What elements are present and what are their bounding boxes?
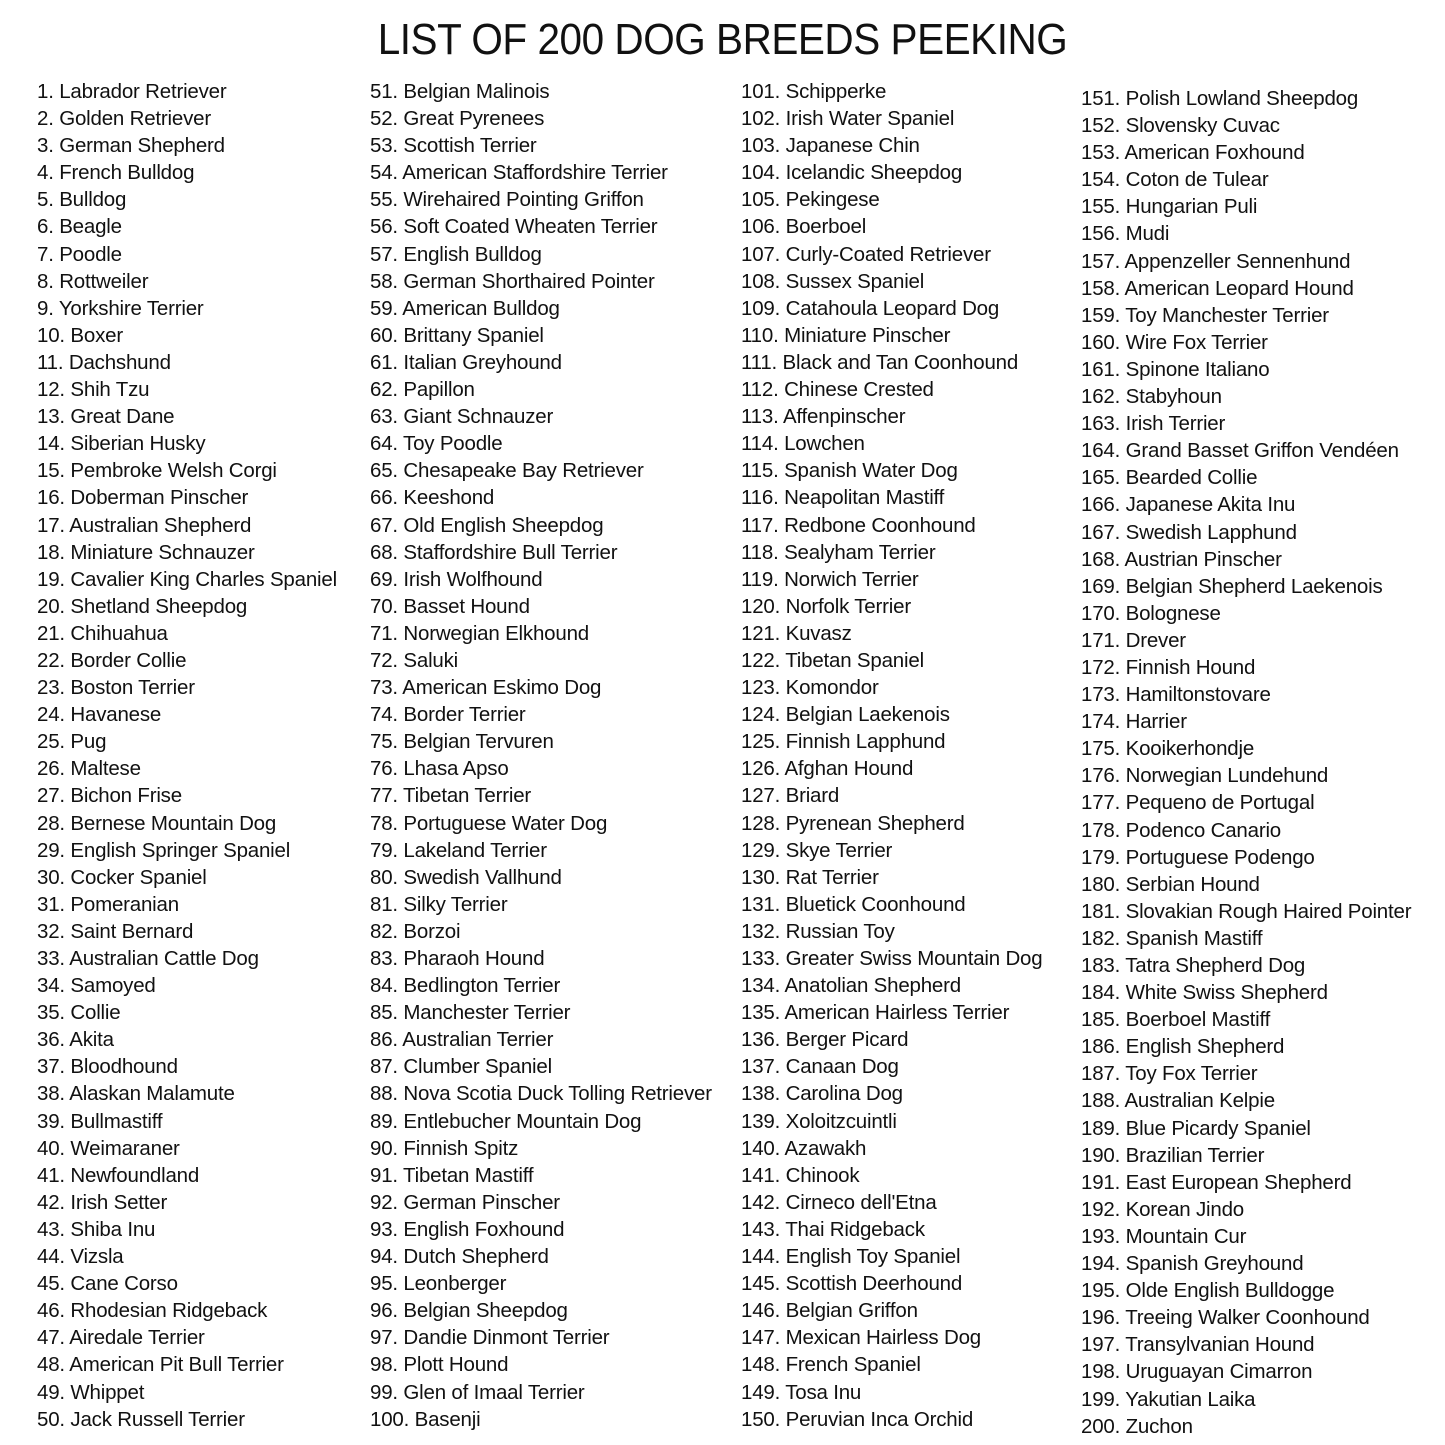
breed-list-item: 172. Finnish Hound — [1081, 655, 1256, 679]
breed-list-item: 14. Siberian Husky — [37, 432, 206, 456]
breed-list-item: 118. Sealyham Terrier — [741, 540, 936, 564]
breed-list-item: 25. Pug — [37, 730, 107, 754]
breed-list-item: 63. Giant Schnauzer — [370, 405, 554, 429]
breed-list-item: 197. Transylvanian Hound — [1081, 1333, 1315, 1357]
breed-list-item: 147. Mexican Hairless Dog — [741, 1326, 981, 1350]
breed-list-item: 43. Shiba Inu — [37, 1217, 156, 1241]
breed-list-item: 134. Anatolian Shepherd — [741, 974, 961, 998]
breed-list-item: 74. Border Terrier — [370, 703, 526, 727]
page-title: LIST OF 200 DOG BREEDS PEEKING — [377, 15, 1068, 64]
breed-list-item: 189. Blue Picardy Spaniel — [1081, 1116, 1311, 1140]
breed-list-item: 79. Lakeland Terrier — [370, 838, 547, 862]
breed-list-item: 117. Redbone Coonhound — [741, 513, 976, 537]
breed-list-item: 110. Miniature Pinscher — [741, 323, 951, 347]
breed-list-item: 89. Entlebucher Mountain Dog — [370, 1109, 642, 1133]
breed-list-item: 142. Cirneco dell'Etna — [741, 1190, 937, 1214]
breed-list-item: 135. American Hairless Terrier — [741, 1001, 1010, 1025]
breed-list-item: 168. Austrian Pinscher — [1081, 547, 1282, 571]
breed-list-item: 200. Zuchon — [1081, 1414, 1193, 1438]
breed-list-item: 1. Labrador Retriever — [37, 80, 227, 103]
breed-list-item: 64. Toy Poodle — [370, 432, 503, 456]
breed-list-item: 81. Silky Terrier — [370, 892, 508, 916]
breed-list-item: 55. Wirehaired Pointing Griffon — [370, 188, 644, 212]
breed-list-item: 187. Toy Fox Terrier — [1081, 1062, 1258, 1086]
breed-list-item: 113. Affenpinscher — [741, 405, 906, 429]
breed-list-item: 41. Newfoundland — [37, 1163, 200, 1187]
breed-list-item: 182. Spanish Mastiff — [1081, 926, 1263, 950]
breed-list-item: 146. Belgian Griffon — [741, 1299, 918, 1323]
breed-column-3 — [741, 78, 1042, 1433]
breed-list-item: 108. Sussex Spaniel — [741, 269, 925, 293]
breed-list-item: 193. Mountain Cur — [1081, 1224, 1247, 1248]
breed-list-item: 49. Whippet — [37, 1380, 145, 1404]
breed-list-item: 116. Neapolitan Mastiff — [741, 486, 945, 510]
breed-list-item: 144. English Toy Spaniel — [741, 1245, 961, 1269]
breed-list-item: 7. Poodle — [37, 242, 122, 266]
breed-list-item: 51. Belgian Malinois — [370, 80, 550, 103]
breed-list-item: 53. Scottish Terrier — [370, 134, 537, 158]
breed-list-item: 50. Jack Russell Terrier — [37, 1407, 245, 1431]
breed-list-item: 76. Lhasa Apso — [370, 757, 509, 781]
breed-list-item: 160. Wire Fox Terrier — [1081, 330, 1268, 354]
breed-list-item: 37. Bloodhound — [37, 1055, 178, 1079]
breed-list-item: 96. Belgian Sheepdog — [370, 1299, 568, 1323]
breed-list-item: 67. Old English Sheepdog — [370, 513, 604, 537]
breed-list-item: 15. Pembroke Welsh Corgi — [37, 459, 277, 483]
breed-list-item: 82. Borzoi — [370, 919, 461, 943]
breed-list-item: 138. Carolina Dog — [741, 1082, 903, 1106]
breed-list-item: 18. Miniature Schnauzer — [37, 540, 255, 564]
breed-list-item: 85. Manchester Terrier — [370, 1001, 571, 1025]
breed-column-1 — [37, 78, 337, 1433]
breed-list-item: 38. Alaskan Malamute — [37, 1082, 235, 1106]
breed-list-item: 101. Schipperke — [741, 80, 887, 103]
breed-list-item: 34. Samoyed — [37, 974, 156, 998]
breed-list-item: 192. Korean Jindo — [1081, 1197, 1245, 1221]
breed-list-item: 66. Keeshond — [370, 486, 495, 510]
breed-list-item: 123. Komondor — [741, 676, 879, 700]
breed-list-item: 175. Kooikerhondje — [1081, 737, 1255, 761]
breed-list-item: 86. Australian Terrier — [370, 1028, 554, 1052]
breed-list-item: 152. Slovensky Cuvac — [1081, 114, 1280, 138]
breed-list-item: 196. Treeing Walker Coonhound — [1081, 1306, 1370, 1330]
breed-list-item: 56. Soft Coated Wheaten Terrier — [370, 215, 658, 239]
breed-list-item: 145. Scottish Deerhound — [741, 1272, 963, 1296]
breed-list-item: 5. Bulldog — [37, 188, 127, 212]
breed-list-item: 173. Hamiltonstovare — [1081, 683, 1271, 707]
breed-list-item: 191. East European Shepherd — [1081, 1170, 1352, 1194]
breed-list-item: 149. Tosa Inu — [741, 1380, 862, 1404]
breed-list-item: 93. English Foxhound — [370, 1217, 565, 1241]
breed-list-item: 136. Berger Picard — [741, 1028, 909, 1052]
breed-list-item: 190. Brazilian Terrier — [1081, 1143, 1265, 1167]
breed-list-item: 103. Japanese Chin — [741, 134, 920, 158]
breed-list-item: 19. Cavalier King Charles Spaniel — [37, 567, 337, 591]
breed-list-item: 107. Curly-Coated Retriever — [741, 242, 991, 266]
breed-list-item: 153. American Foxhound — [1081, 141, 1305, 165]
breed-list-item: 115. Spanish Water Dog — [741, 459, 958, 483]
breed-list-item: 150. Peruvian Inca Orchid — [741, 1407, 974, 1431]
breed-list-item: 28. Bernese Mountain Dog — [37, 811, 277, 835]
breed-list-item: 140. Azawakh — [741, 1136, 867, 1160]
breed-list-item: 194. Spanish Greyhound — [1081, 1252, 1304, 1276]
breed-column-4 — [1081, 85, 1411, 1440]
breed-list-item: 156. Mudi — [1081, 222, 1170, 246]
breed-list-item: 65. Chesapeake Bay Retriever — [370, 459, 644, 483]
breed-list-item: 23. Boston Terrier — [37, 676, 195, 700]
breed-list-item: 176. Norwegian Lundehund — [1081, 764, 1329, 788]
breed-list-item: 78. Portuguese Water Dog — [370, 811, 608, 835]
breed-list-item: 24. Havanese — [37, 703, 162, 727]
breed-list-item: 87. Clumber Spaniel — [370, 1055, 552, 1079]
breed-list-item: 130. Rat Terrier — [741, 865, 879, 889]
breed-list-item: 69. Irish Wolfhound — [370, 567, 543, 591]
breed-list-item: 120. Norfolk Terrier — [741, 594, 911, 618]
breed-list-item: 17. Australian Shepherd — [37, 513, 252, 537]
breed-list-item: 162. Stabyhoun — [1081, 385, 1222, 409]
breed-list-item: 111. Black and Tan Coonhound — [741, 350, 1019, 374]
breed-list-item: 20. Shetland Sheepdog — [37, 594, 248, 618]
breed-list-item: 198. Uruguayan Cimarron — [1081, 1360, 1313, 1384]
breed-list-item: 6. Beagle — [37, 215, 122, 239]
breed-list-item: 132. Russian Toy — [741, 919, 895, 943]
breed-list-item: 3. German Shepherd — [37, 134, 225, 158]
breed-list-item: 127. Briard — [741, 784, 840, 808]
breed-list-item: 139. Xoloitzcuintli — [741, 1109, 897, 1133]
breed-list-item: 104. Icelandic Sheepdog — [741, 161, 963, 185]
breed-list-item: 155. Hungarian Puli — [1081, 195, 1258, 219]
breed-list-item: 83. Pharaoh Hound — [370, 947, 545, 970]
breed-list-item: 137. Canaan Dog — [741, 1055, 899, 1079]
breed-list-item: 186. English Shepherd — [1081, 1035, 1285, 1059]
breed-list-item: 177. Pequeno de Portugal — [1081, 791, 1315, 815]
breed-list-item: 33. Australian Cattle Dog — [37, 947, 259, 970]
breed-list-item: 95. Leonberger — [370, 1272, 507, 1296]
breed-list-item: 154. Coton de Tulear — [1081, 168, 1269, 192]
breed-list-item: 29. English Springer Spaniel — [37, 838, 291, 862]
breed-list-item: 27. Bichon Frise — [37, 784, 182, 808]
breed-list-item: 39. Bullmastiff — [37, 1109, 163, 1133]
breed-list-item: 167. Swedish Lapphund — [1081, 520, 1297, 544]
breed-list-item: 131. Bluetick Coonhound — [741, 892, 966, 916]
breed-list-item: 129. Skye Terrier — [741, 838, 893, 862]
breed-list-item: 165. Bearded Collie — [1081, 466, 1258, 490]
breed-list-item: 13. Great Dane — [37, 405, 175, 429]
breed-list-item: 161. Spinone Italiano — [1081, 357, 1270, 381]
breed-list-item: 4. French Bulldog — [37, 161, 195, 185]
breed-list-item: 75. Belgian Tervuren — [370, 730, 554, 754]
breed-list-item: 52. Great Pyrenees — [370, 107, 545, 131]
breed-list-item: 125. Finnish Lapphund — [741, 730, 946, 754]
breed-list-item: 151. Polish Lowland Sheepdog — [1081, 87, 1359, 110]
breed-list-item: 11. Dachshund — [37, 350, 171, 374]
breed-list-item: 45. Cane Corso — [37, 1272, 178, 1296]
breed-list-item: 31. Pomeranian — [37, 892, 179, 916]
breed-list-item: 100. Basenji — [370, 1407, 481, 1431]
breed-list-item: 71. Norwegian Elkhound — [370, 621, 589, 645]
breed-list-item: 10. Boxer — [37, 323, 123, 347]
breed-list-item: 48. American Pit Bull Terrier — [37, 1353, 284, 1377]
breed-list-item: 98. Plott Hound — [370, 1353, 509, 1377]
breed-list-item: 171. Drever — [1081, 628, 1186, 652]
breed-list-item: 106. Boerboel — [741, 215, 867, 239]
breed-list-item: 70. Basset Hound — [370, 594, 530, 618]
breed-list-item: 158. American Leopard Hound — [1081, 276, 1354, 300]
breed-list-item: 68. Staffordshire Bull Terrier — [370, 540, 618, 564]
breed-list-item: 88. Nova Scotia Duck Tolling Retriever — [370, 1082, 712, 1106]
breed-list-item: 163. Irish Terrier — [1081, 412, 1226, 436]
breed-list-item: 102. Irish Water Spaniel — [741, 107, 955, 131]
breed-list-item: 84. Bedlington Terrier — [370, 974, 561, 998]
breed-list-item: 199. Yakutian Laika — [1081, 1387, 1256, 1411]
breed-list-item: 92. German Pinscher — [370, 1190, 560, 1214]
breed-list-item: 12. Shih Tzu — [37, 378, 150, 402]
breed-list-item: 128. Pyrenean Shepherd — [741, 811, 965, 835]
breed-list-item: 77. Tibetan Terrier — [370, 784, 532, 808]
breed-list-item: 105. Pekingese — [741, 188, 880, 212]
breed-list-item: 185. Boerboel Mastiff — [1081, 1008, 1271, 1032]
breed-list-item: 157. Appenzeller Sennenhund — [1081, 249, 1351, 273]
breed-list-item: 181. Slovakian Rough Haired Pointer — [1081, 899, 1412, 923]
breed-list-item: 2. Golden Retriever — [37, 107, 211, 131]
breed-list-item: 36. Akita — [37, 1028, 114, 1052]
breed-list-item: 54. American Staffordshire Terrier — [370, 161, 668, 185]
breed-list-item: 94. Dutch Shepherd — [370, 1245, 549, 1269]
breed-list-item: 183. Tatra Shepherd Dog — [1081, 954, 1306, 977]
breed-list-item: 62. Papillon — [370, 378, 475, 402]
breed-list-item: 22. Border Collie — [37, 648, 187, 672]
breed-list-item: 178. Podenco Canario — [1081, 818, 1282, 842]
breed-list-item: 47. Airedale Terrier — [37, 1326, 205, 1350]
breed-list-item: 58. German Shorthaired Pointer — [370, 269, 655, 293]
breed-list-item: 40. Weimaraner — [37, 1136, 180, 1160]
breed-list-item: 166. Japanese Akita Inu — [1081, 493, 1296, 517]
breed-list-item: 21. Chihuahua — [37, 621, 168, 645]
breed-list-item: 59. American Bulldog — [370, 296, 560, 320]
breed-list-item: 143. Thai Ridgeback — [741, 1217, 925, 1241]
breed-list-item: 170. Bolognese — [1081, 601, 1221, 625]
breed-list-item: 61. Italian Greyhound — [370, 350, 562, 374]
breed-list-item: 121. Kuvasz — [741, 621, 852, 645]
breed-list-item: 114. Lowchen — [741, 432, 865, 456]
breed-list-item: 122. Tibetan Spaniel — [741, 648, 924, 672]
breed-list-item: 73. American Eskimo Dog — [370, 676, 602, 700]
breed-list-item: 60. Brittany Spaniel — [370, 323, 544, 347]
breed-list-item: 97. Dandie Dinmont Terrier — [370, 1326, 610, 1350]
breed-list-item: 26. Maltese — [37, 757, 141, 781]
breed-list-item: 99. Glen of Imaal Terrier — [370, 1380, 585, 1404]
breed-list-item: 16. Doberman Pinscher — [37, 486, 249, 510]
breed-column-2 — [370, 78, 712, 1433]
breed-list-item: 112. Chinese Crested — [741, 378, 934, 402]
breed-list-item: 133. Greater Swiss Mountain Dog — [741, 947, 1043, 970]
breed-list-item: 141. Chinook — [741, 1163, 860, 1187]
breed-list-item: 57. English Bulldog — [370, 242, 542, 266]
breed-list-item: 188. Australian Kelpie — [1081, 1089, 1275, 1113]
breed-list-item: 184. White Swiss Shepherd — [1081, 981, 1328, 1005]
breed-list-item: 32. Saint Bernard — [37, 919, 194, 943]
breed-list-item: 9. Yorkshire Terrier — [37, 296, 204, 320]
breed-list-item: 119. Norwich Terrier — [741, 567, 919, 591]
breed-list-item: 35. Collie — [37, 1001, 121, 1025]
breed-list-item: 124. Belgian Laekenois — [741, 703, 950, 727]
breed-list-item: 159. Toy Manchester Terrier — [1081, 303, 1329, 327]
breed-list-item: 195. Olde English Bulldogge — [1081, 1279, 1335, 1303]
breed-list-item: 164. Grand Basset Griffon Vendéen — [1081, 439, 1399, 463]
breed-list-item: 91. Tibetan Mastiff — [370, 1163, 534, 1187]
breed-list-item: 179. Portuguese Podengo — [1081, 845, 1315, 869]
breed-list-item: 30. Cocker Spaniel — [37, 865, 207, 889]
breed-list-item: 109. Catahoula Leopard Dog — [741, 296, 1000, 320]
breed-list-item: 44. Vizsla — [37, 1245, 124, 1269]
breed-list-item: 80. Swedish Vallhund — [370, 865, 562, 889]
breed-list-item: 8. Rottweiler — [37, 269, 149, 293]
breed-list-item: 180. Serbian Hound — [1081, 872, 1260, 896]
breed-list-item: 126. Afghan Hound — [741, 757, 914, 781]
breed-list-item: 42. Irish Setter — [37, 1190, 168, 1214]
breed-list-item: 90. Finnish Spitz — [370, 1136, 519, 1160]
breed-list-item: 148. French Spaniel — [741, 1353, 921, 1377]
breed-list-item: 169. Belgian Shepherd Laekenois — [1081, 574, 1383, 598]
breed-list-item: 72. Saluki — [370, 648, 459, 672]
breed-list-item: 174. Harrier — [1081, 710, 1187, 734]
breed-list-item: 46. Rhodesian Ridgeback — [37, 1299, 268, 1323]
